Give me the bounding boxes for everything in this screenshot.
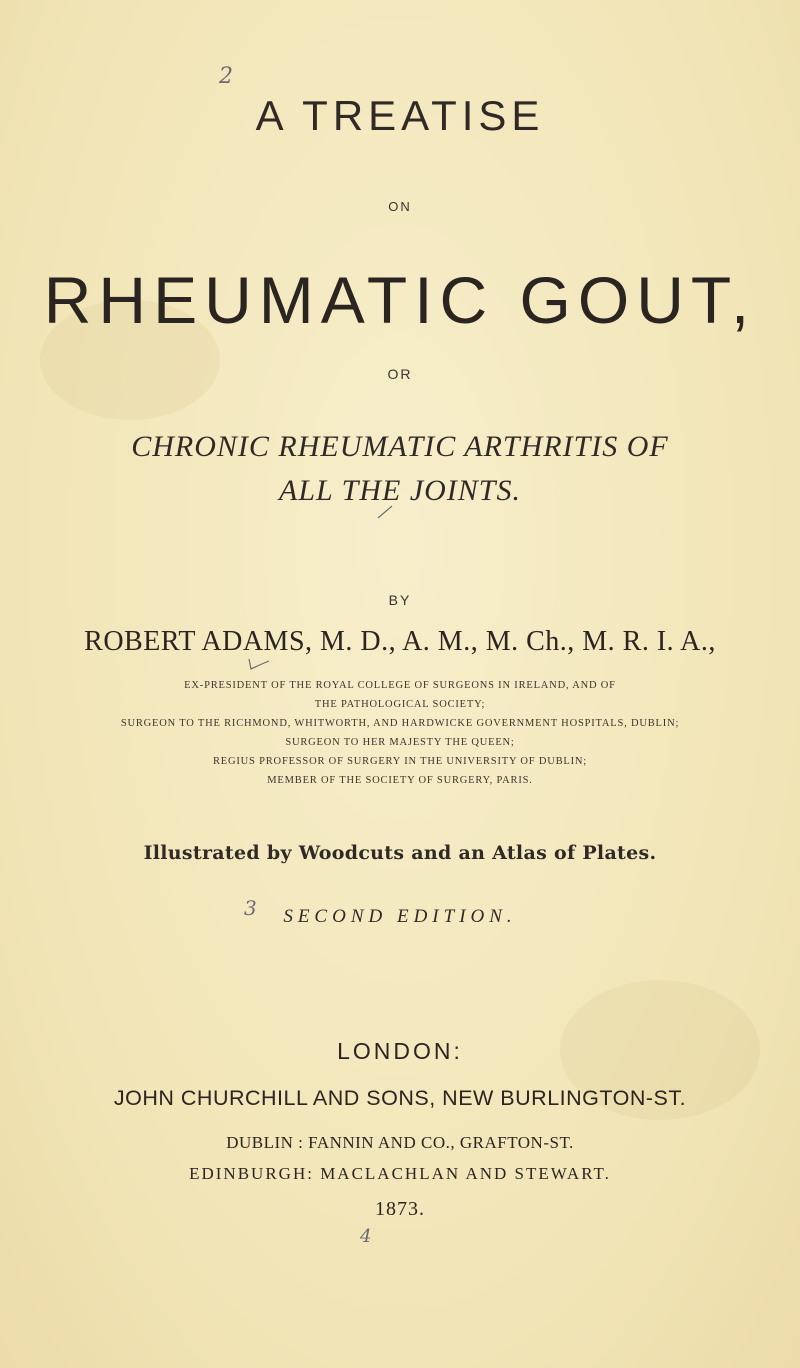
- pencil-tick: [376, 502, 396, 522]
- credential-line: SURGEON TO HER MAJESTY THE QUEEN;: [285, 737, 515, 748]
- city-label: LONDON:: [337, 1038, 463, 1064]
- word-by: BY: [388, 592, 412, 608]
- pencil-mark-edition: 3: [244, 896, 257, 920]
- main-title: RHEUMATIC GOUT,: [43, 263, 757, 337]
- credential-line: MEMBER OF THE SOCIETY OF SURGERY, PARIS.: [267, 775, 533, 786]
- credential-line: EX-PRESIDENT OF THE ROYAL COLLEGE OF SURGEONS IN IRELAND, AND OF: [184, 680, 616, 691]
- edition-label: SECOND EDITION.: [283, 906, 517, 927]
- illustrated-note: Illustrated by Woodcuts and an Atlas of Plates.: [143, 842, 657, 864]
- subtitle-line-2: ALL THE JOINTS.: [279, 474, 521, 507]
- subtitle-line-1: CHRONIC RHEUMATIC ARTHRITIS OF: [131, 430, 669, 463]
- credential-line: REGIUS PROFESSOR OF SURGERY IN THE UNIVERSITY OF DUBLIN;: [212, 756, 588, 767]
- pencil-mark-bottom: 4: [360, 1226, 372, 1247]
- word-on: ON: [388, 199, 412, 214]
- author-name: ROBERT ADAMS, M. D., A. M., M. Ch., M. R. I. A.,: [84, 626, 716, 657]
- heading-a-treatise: A TREATISE: [255, 92, 545, 139]
- word-or: OR: [387, 366, 413, 382]
- pencil-mark-under-author: [245, 655, 275, 675]
- publisher-line-3: EDINBURGH: MACLACHLAN AND STEWART.: [189, 1164, 611, 1183]
- credential-line: SURGEON TO THE RICHMOND, WHITWORTH, AND HARDWICKE GOVERNMENT HOSPITALS, DUBLIN;: [120, 718, 680, 729]
- publication-year: 1873.: [375, 1198, 425, 1220]
- pencil-mark-top: 2: [219, 64, 233, 89]
- publisher-line-1: JOHN CHURCHILL AND SONS, NEW BURLINGTON-ST.: [113, 1086, 687, 1110]
- credential-line: THE PATHOLOGICAL SOCIETY;: [314, 699, 486, 710]
- publisher-line-2: DUBLIN : FANNIN AND CO., GRAFTON-ST.: [226, 1133, 574, 1152]
